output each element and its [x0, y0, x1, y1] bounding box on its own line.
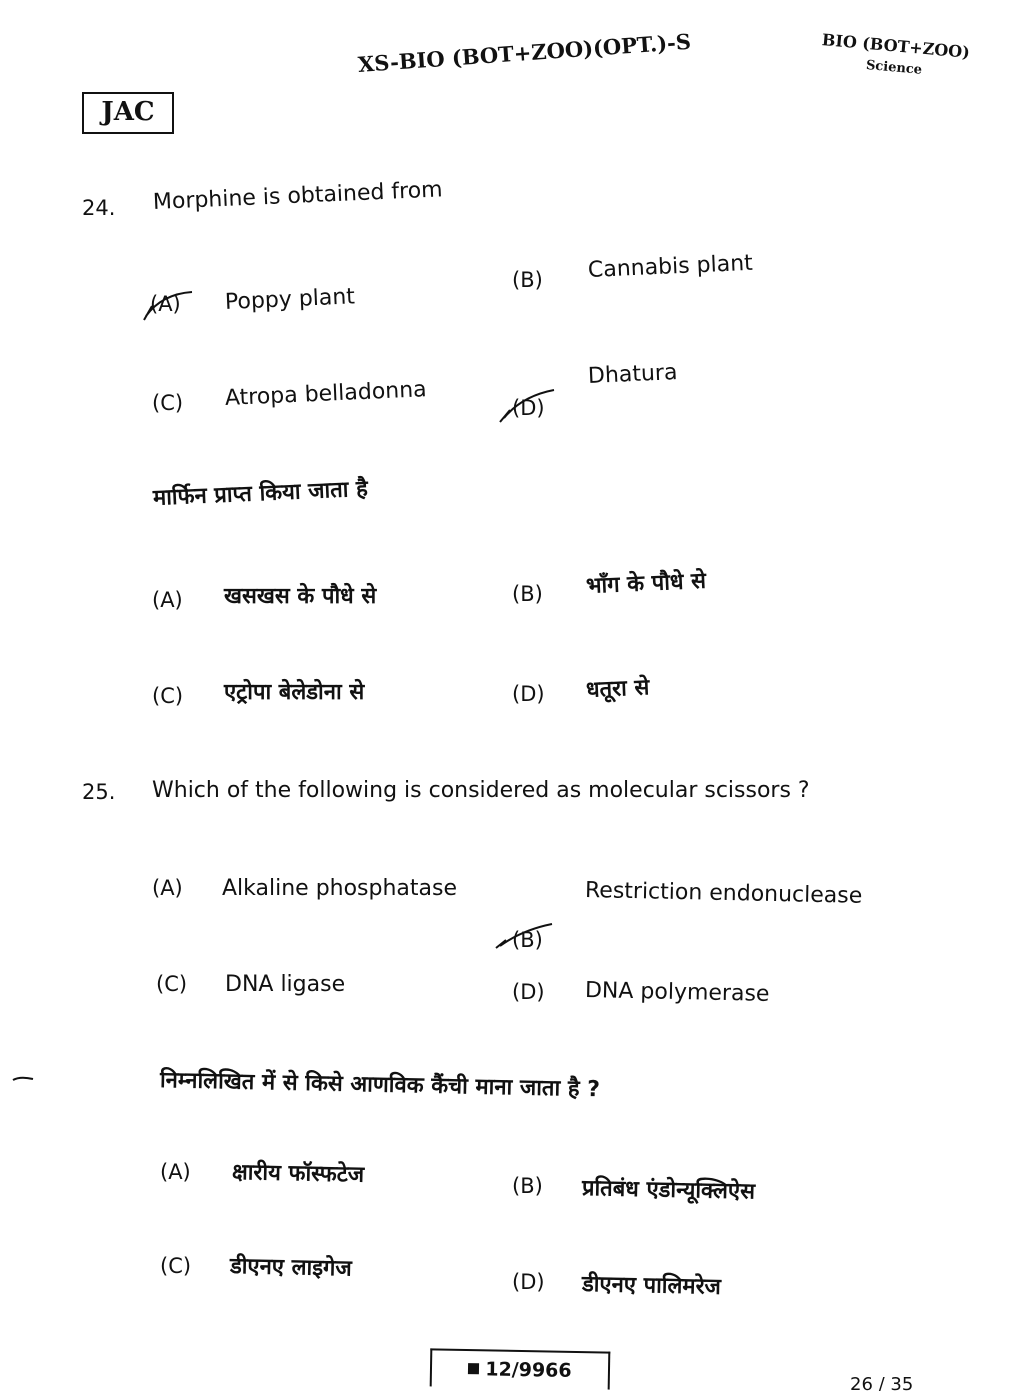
q25-option-d-text: DNA polymerase [584, 978, 770, 1007]
q24-hindi-option-b-text: भाँग के पौधे से [585, 568, 707, 599]
q24-option-d-label-text: (D) [512, 396, 545, 420]
subject-stamp-line1: BIO (BOT+ZOO) [821, 30, 971, 62]
q24-hindi-option-b-label[interactable]: (B) [512, 582, 543, 606]
q25-hindi-option-d-text: डीएनए पालिमरेज [581, 1272, 722, 1300]
page-number: 26 / 35 [850, 1374, 914, 1391]
q24-option-c-label[interactable]: (C) [152, 391, 184, 415]
question-24-hindi-text: मार्फिन प्राप्त किया जाता है [152, 476, 369, 511]
q25-hindi-option-a-text: क्षारीय फॉस्फटेज [231, 1160, 365, 1188]
question-25-text: Which of the following is considered as molecular scissors ? [152, 778, 810, 803]
q24-hindi-option-a-label[interactable]: (A) [152, 588, 183, 612]
q25-hindi-option-c-text: डीएनए लाइगेज [229, 1254, 353, 1282]
q25-option-c-label[interactable]: (C) [156, 972, 188, 996]
square-bullet-icon [468, 1363, 479, 1374]
q24-hindi-option-d-text: धतूरा से [585, 675, 650, 703]
q25-option-a-text: Alkaline phosphatase [222, 876, 458, 901]
margin-scribble-icon [12, 1074, 34, 1084]
q24-option-d-label[interactable] [512, 396, 1033, 420]
q24-hindi-option-c-text: एट्रोपा बेलेडोना से [224, 680, 365, 705]
question-25-number: 25. [82, 780, 116, 804]
subject-stamp-line2: Science [865, 58, 923, 78]
question-24-number: 24. [82, 196, 116, 220]
booklet-serial [430, 1348, 611, 1389]
q25-option-b-label-text: (B) [512, 928, 543, 952]
board-label: JAC [82, 92, 174, 134]
q24-option-a-text: Poppy plant [224, 284, 356, 315]
q25-hindi-option-b-text: प्रतिबंध एंडोन्यूक्लिऐस [581, 1176, 756, 1205]
q25-hindi-option-c-label[interactable]: (C) [160, 1254, 192, 1278]
paper-code: XS-BIO (BOT+ZOO)(OPT.)-S [357, 28, 692, 77]
question-24-text: Morphine is obtained from [152, 177, 444, 215]
q24-hindi-option-d-label[interactable]: (D) [512, 682, 545, 706]
q24-option-c-text: Atropa belladonna [224, 377, 428, 411]
question-25-hindi-text: निम्नलिखित में से किसे आणविक कैंची माना जाता है ? [159, 1068, 601, 1103]
q25-option-b-text: Restriction endonuclease [584, 878, 863, 909]
booklet-serial-text: 12/9966 [485, 1358, 572, 1382]
q25-hindi-option-a-label[interactable]: (A) [160, 1160, 191, 1184]
q24-option-b-text: Cannabis plant [587, 250, 754, 283]
q24-hindi-option-c-label[interactable]: (C) [152, 684, 184, 708]
q24-option-a-label-text: (A) [150, 292, 181, 316]
q24-hindi-option-a-text: खसखस के पौधे से [224, 584, 377, 609]
q25-option-d-label[interactable]: (D) [512, 980, 545, 1004]
q24-option-d-text: Dhatura [587, 360, 678, 389]
q25-hindi-option-d-label[interactable]: (D) [512, 1270, 545, 1294]
q24-option-b-label[interactable]: (B) [512, 268, 543, 292]
q25-hindi-option-b-label[interactable]: (B) [512, 1174, 543, 1198]
q25-option-c-text: DNA ligase [225, 972, 346, 997]
q25-option-b-label[interactable] [512, 928, 1033, 952]
q25-option-a-label[interactable]: (A) [152, 876, 183, 900]
